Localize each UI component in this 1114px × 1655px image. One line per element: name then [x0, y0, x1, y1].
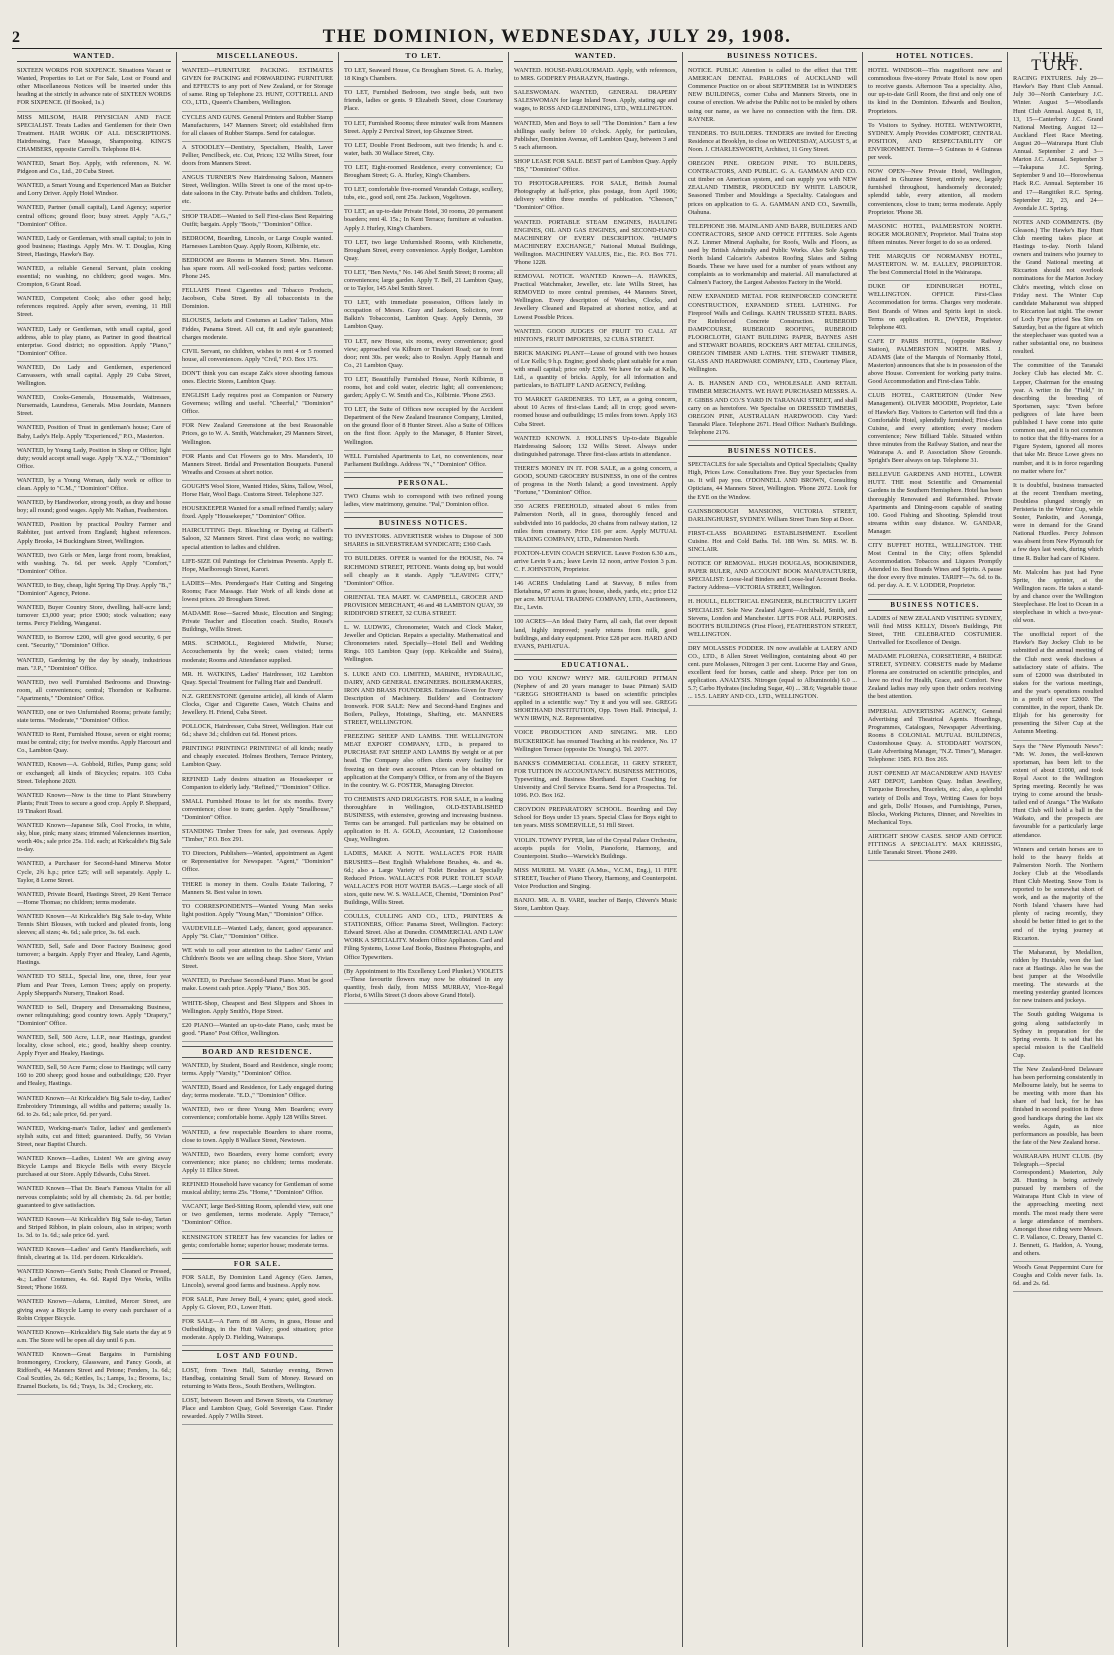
classified-ad: WANTED, by a Young Woman, daily work or office to clean. Apply to "C.M.," "Dominion" Office. [17, 475, 171, 497]
classified-ad: WANTED KNOWN. J. HOLLINS'S Up-to-date Bigeable Hairdressing Saloon; 132 Willis Street. Always under distinguished patronage. Three first-class artists in attendance. [514, 433, 677, 463]
classified-ad: LOST, from Town Hall, Saturday evening, Brown Handbag, containing Small Sum of Money. Reward on returning to Watts Bros., South Brothers, Wellington. [182, 1365, 333, 1395]
classified-ad: WANTED, a Purchaser for Second-hand Minerva Motor Cycle, 2¾ h.p.; price £25; will sell separately. Apply L. Taylor, 8 Lorne Street. [17, 858, 171, 888]
classified-ad: TO CORRESPONDENTS—Wanted Young Man seeks light position. Apply "Young Man," "Dominion" Office. [182, 901, 333, 923]
classified-ad: FOR SALE, Pure Jersey Bull, 4 years; quiet, good stock. Apply G. Glover, P.O., Lower Hutt. [182, 1294, 333, 1316]
classified-ad: WANTED, by Young Lady, Position in Shop or Office; light duty; would accept small wage. Apply "X.Y.Z.," "Dominion" Office. [17, 445, 171, 475]
classified-ad: To Visitors to Sydney. HOTEL WENTWORTH, SYDNEY. Amply Provides COMFORT, CENTRAL POSITION, AND RESPECTABILITY OF ENVIRONMENT. Terms—5 Guineas to 4 Guineas per week. [868, 120, 1002, 166]
classified-ad: ANGUS TURNER'S New Hairdressing Saloon, Manners Street, Wellington. Willis Street is one of the most up-to-date saloons in the City. Private baths and children. Toilets, etc. [182, 172, 333, 210]
classified-ad: TO BUILDERS. OFFER is wanted for the HOUSE, No. 74 RICHMOND STREET, PETONE. Wants doing up, but would sell cheaply as it stands. Apply "LEAVING CITY," "Dominion" Office. [344, 553, 503, 591]
ad-list [688, 65, 857, 705]
section-heading: PERSONAL. [344, 477, 503, 489]
classified-ad: TO LET, an up-to-date Private Hotel, 30 rooms, 20 permanent boarders; rent 4l. 15s.; In Kent Terrace; furniture at valuation. Apply J. Hurley, King's Chambers. [344, 206, 503, 236]
classified-ad: NOW OPEN—New Private Hotel, Wellington, situated in Ghuznee Street, entirely new, largely furnished throughout, handsomely decorated; splendid table, every attention, all modern conveniences, close to tram; terms moderate. Apply Proprietor. 'Phone 38. [868, 166, 1002, 221]
classified-ad: TO LET, Seaward House, Cu Brougham Street. G. A. Hurley, 18 King's Chambers. [344, 65, 503, 87]
classified-ad: WANTED, to Buy, cheap, light Spring Tip Dray. Apply "B.," "Dominion" Agency, Petone. [17, 580, 171, 602]
classified-ad: VIOLIN. TOWNY PYPER, late of the Crystal Palace Orchestra, accepts pupils for Violin, Pianoforte, Harmony, and Counterpoint. Studio—Warwick's Buildings. [514, 835, 677, 865]
classified-ad: N.Z. GREENSTONE (genuine article), all kinds of Alarm Clocks, Cigar and Cigarette Cases, Watch Chains and Jewellery. H. Friend, Cuba Street. [182, 691, 333, 721]
classified-ad: SALESWOMAN. WANTED, GENERAL DRAPERY SALESWOMAN for large Inland Town. Apply, stating age and wages, to ROSS AND GLENDINING, LTD., WELLINGTON. [514, 87, 677, 117]
column-heading: HOTEL NOTICES. [868, 52, 1002, 62]
classified-ad: NOTICE OF REMOVAL. HUGH DOUGLAS, BOOKBINDER, PAPER RULER, AND ACCOUNT BOOK MANUFACTURER, SPECIALIST: Loose-leaf Binders and Loose-leaf Account Books. Factory Address—VICTORIA STREET, Wellington. [688, 558, 857, 596]
classified-ad: TO LET, Beautifully Furnished House, North Kilbirnie, 8 rooms, hot and cold water, electric light; all conveniences; garden; Apply C. W. Smith and Co., Kilbirnie. 'Phone 2563. [344, 374, 503, 404]
ad-list [344, 65, 503, 1004]
classified-ad: GOUGH'S Wool Store, Wanted Hides, Skins, Tallow, Wool, Horse Hair, Wool Bags. Customs Street. Telephone 327. [182, 481, 333, 503]
classified-ad: SHOP LEASE FOR SALE. BEST part of Lambton Quay. Apply "BS," "Dominion" Office. [514, 156, 677, 178]
classified-ad: FIRST-CLASS BOARDING ESTABLISHMENT. Excellent Cuisine. Hot and Cold Baths. Tel. 188 Wm. St. MRS. W. B. SINCLAIR. [688, 528, 857, 558]
column-hotel-notices [863, 52, 1008, 1647]
classified-ad: TO INVESTORS. ADVERTISER wishes to Dispose of 300 SHARES in SILVERSTREAM SYNDICATE; £360 Cash. [344, 531, 503, 553]
classified-ad: WANTED, Lady or Gentleman, with small capital, good address, able to play piano, as Partner in good theatrical enterprise. Good district; no opposition. Apply "Piano," "Dominion" Office. [17, 324, 171, 362]
classified-ad: MISS MILSOM, HAIR PHYSICIAN AND FACE SPECIALIST. Treats Ladies and Gentlemen for their Own Treatment. HAIR WORK OF ALL DESCRIPTIONS. Hairdressing, Face Massage, Shampooing. KING'S CHAMBERS, opposite Carroll's. Telephone 814. [17, 112, 171, 158]
section-heading: BUSINESS NOTICES. [344, 517, 503, 529]
classified-ad: FOR SALE, By Dominion Land Agency (Geo. James, Lincoln), several good farms and business. Apply now. [182, 1272, 333, 1294]
classified-ad: WANTED Known—At Kirkcaldie's Big Sale to-day, White Tennis Shirt Blouses, with tucked and pleated fronts, long sleeves; all sizes; 4s. 6d.; sale price, 3s. 6d. each. [17, 911, 171, 941]
classified-ad: HOTEL WINDSOR—This magnificent new and commodious five-storey Private Hotel is now open to receive guests. Afternoon Tea a speciality. Also, our up-to-date Grill Room, the first and only one of its kind in the Dominion. Edwards and Boulton, Proprietors. [868, 65, 1002, 120]
classified-ad: WANTED, to Purchase Second-hand Piano. Must be good make. Lowest cash price. Apply "Piano," Box 305. [182, 975, 333, 997]
classified-ad: WANTED, to Borrow £200, will give good security, 6 per cent. "Security," "Dominion" Office. [17, 632, 171, 654]
classified-ad: (By Appointment to His Excellency Lord Plunket.) VIOLETS—These favourite flowers may now be obtained in any quantity, fresh daily, from MISS MURRAY, Vice-Regal Florist, 6 Willis Street (3 doors above Grand Hotel). [344, 966, 503, 1004]
classified-ad: TO LET, the Suite of Offices now occupied by the Accident Department of the New Zealand Insurance Company, Limited, on the ground floor of 8 Hunter Street. Also a Suite of Offices on the first floor. Apply to the Manager, 8 Hunter Street, Wellington. [344, 404, 503, 450]
classified-ad: BEDROOM, Boarding, Lincoln, or Large Couple wanted. Harnesses Lambton Quay. Apply Room, Kilbirnie, etc. [182, 233, 333, 255]
classified-ad: WANTED, two or three Young Men Boarders; every convenience; comfortable home. Apply 128 Willis Street. [182, 1104, 333, 1126]
classified-ad: MR. H. WATKINS, Ladies' Hairdresser, 102 Lambton Quay. Special Treatment for Falling Hair and Dandruff. [182, 669, 333, 691]
classified-ad: DON'T think you can escape Zak's stove shooting famous ones. Electric Stores, Lambton Quay. [182, 368, 333, 390]
classified-ad: DO YOU KNOW? WHY? MR. GUILFORD PITMAN (Nephew of and 20 years manager to Isaac Pitman) SAID "GREGG SHORTHAND is based on scientific principles applied in a scientific way." Try it and you will see. GREGG SHORTHAND INSTITUTION, Opp. Town Hall. Principal, J. WYN IRWIN, N.Z. Representative. [514, 673, 677, 728]
ad-list [514, 65, 677, 917]
classified-ad: WANTED, two Boarders, every home comfort; every convenience; nice piano; no children; terms moderate. Apply 11 Ellice Street. [182, 1149, 333, 1179]
classified-ad: £20 PIANO—Wanted an up-to-date Piano, cash; must be good. "Piano" Post Office, Wellington. [182, 1020, 333, 1042]
classified-ad: WANTED, a Smart Young and Experienced Man as Butcher and Lorry Driver. Apply Hotel Windsor. [17, 180, 171, 202]
classified-ad: WANTED to Rent, Furnished House, seven or eight rooms; must be central; city; for twelve months. Apply Harcourt and Co., Lambton Quay. [17, 729, 171, 759]
classified-ad: WANTED, Position of Trust in gentleman's house; Care of Baby, Lady's Help. Apply "Experienced," P.O., Masterton. [17, 422, 171, 444]
classified-ad: TO Directors, Publishers—Wanted, appointment as Agent or Representative for Newspaper. "Agent," "Dominion" Office. [182, 848, 333, 878]
classified-ad: SIXTEEN WORDS FOR SIXPENCE. Situations Vacant or Wanted, Properties to Let or For Sale, Lost or Found and other Miscellaneous Notices will be inserted under this heading at the strictly in advance rate of SIXTEEN WORDS FOR SIXPENCE. (If Booked, 1s.) [17, 65, 171, 111]
classified-ad: BEDROOM are Rooms in Manners Street. Mrs. Hanson has spare room. All well-cooked food; parties welcome. Phone 245. [182, 255, 333, 285]
section-heading: BUSINESS NOTICES. [868, 599, 1002, 611]
classified-ad: WANTED, by Student, Board and Residence, single room; terms. Apply "Varsity," "Dominion" Office. [182, 1060, 333, 1082]
classified-ad: WANTED, Working-man's Tailor, ladies' and gentlemen's stylish suits, cut and fitted; guaranteed. Duffy, 56 Vivian Street, near Baptist Church. [17, 1123, 171, 1153]
classified-ad: TO LET, two large Unfurnished Rooms, with Kitchenette, Brougham Street, every convenience. Apply Bodger, Lambton Quay. [344, 237, 503, 267]
classified-ad: CAFE D' PARIS HOTEL, (opposite Railway Station), PALMERSTON NORTH. MRS. J. ADAMS (late of the Marquis of Normanby Hotel, Masterton) announces that she is in possession of the above House. Convenient for working party trains. Good Accommodation and First-class Table. [868, 336, 1002, 391]
classified-ad: KENSINGTON STREET has few vacancies for ladies or gents; comfortable home; superior house; moderate terms. [182, 1232, 333, 1254]
classified-ad: OREGON PINE. OREGON PINE. TO BUILDERS, CONTRACTORS, AND PUBLIC. G. A. GAMMAN AND CO. cut timber on American system, and can supply you with NEW ZEALAND TIMBER, PRODUCED BY WHITE LABOUR, Seasoned Timber and Mouldings a Speciality. Catalogues and prices on application to G. A. GAMMAN AND CO., Sawmills, Otahuna. [688, 158, 857, 221]
classified-ad: HOUSEKEEPER Wanted for a small refined Family; salary fixed. Apply "Housekeeper," "Dominion" Office. [182, 503, 333, 525]
classified-ad: IMPERIAL ADVERTISING AGENCY, General Advertising and Theatrical Agents. Hoardings, Programmes, Catalogues, Newspaper Advertising. Rooms 8 COLONIAL MUTUAL BUILDINGS, Customhouse Quay. A. STODDART WATSON, (Late Advertising Manager, "N.Z. Times"), Manager. Telephone: 1585. P.O. Box 265. [868, 706, 1002, 769]
classified-ad: The South guiding Waiguma is going along satisfactorily in Sydney in preparation for the Spring events. It is said that his special mission is the Caulfield Cup. [1013, 1009, 1103, 1064]
classified-ad: WANTED Known—Now is the time to Plant Strawberry Plants; Fruit Trees to secure a good crop. Apply P. Sheppard, 19 Tinakori Road. [17, 790, 171, 820]
classified-ad: A STOODLEY—Dentistry, Specialism, Health, Laver Pellier, Pencilbeck, etc. Cut, Prices; 132 Willis Street, four doors from Manners Street. [182, 142, 333, 172]
classified-ad: TO LET, comfortable five-roomed Verandah Cottage, scullery, tubs, etc., good soil, rent 25s. Jackson, Vogeltown. [344, 184, 503, 206]
classified-ad: TWO Chums wish to correspond with two refined young ladies, view matrimony, genuine. "Pal," Dominion office. [344, 491, 503, 513]
classified-ad: WANTED Known—Great Bargains in Furnishing Ironmongery, Crockery, Glassware, and Fancy Goods, at Ridford's, 44 Manners Street and Petone; Fenders, 1s. 6d.; Coal Scuttles, 2s. 6d.; Kettles, 1s.; Lamps, 1s.; Brooms, 1s.; Enamel Buckets, 1s. 6d.; Trays, 1s. 3d.; Crockery, etc. [17, 1349, 171, 1395]
classified-ad: RACING FIXTURES. July 29—Hawke's Bay Hunt Club Annual. July 30—North Canterbury J.C. Winter. August 5—Woodlands Hunt Club Annual. August 8, 11, 13, 15—Canterbury J.C. Grand National Meeting. August 12—Auckland Fleet Race Meeting. August 20—Wairarapa Hunt Club Annual. September 2 and 3—Marton J.C. Annual. September 3—Takapuna J.C. Spring. September 9 and 10—Horowhenua Hack R.C. Annual. September 16 and 17—Rangitikei R.C. Spring. September 22, 23, and 24—Avondale J.C. Spring. [1013, 73, 1103, 217]
classified-ad: WANTED, two well Furnished Bedrooms and Drawing-room, all conveniences; central; Thorndon or Kelburne. "Apartments," "Dominion" Office. [17, 677, 171, 707]
section-heading: LOST AND FOUND. [182, 1350, 333, 1362]
classified-ad: MASONIC HOTEL, PALMERSTON NORTH. ROGER MOLRONEY, Proprietor. Mail Trains stop fifteen minutes. Never forget to do so as ordered. [868, 221, 1002, 251]
classified-ad: WELL Furnished Apartments to Let, no conveniences, near Parliament Buildings. Address "N.," "Dominion" Office. [344, 451, 503, 473]
classified-ad: WANTED, Gardening by the day by steady, industrious man. "J.P.," "Dominion" Office. [17, 655, 171, 677]
section-heading: EDUCATIONAL. [514, 659, 677, 671]
classified-ad: FOR SALE—A Farm of 88 Acres, in grass, House and Outbuildings, in the Hutt Valley; good situation; price moderate. Apply D. Fielding, Wairarapa. [182, 1316, 333, 1346]
classified-ad: VOICE PRODUCTION AND SINGING. MR. LEO BUCKERIDGE has resumed Teaching at his residence, No. 17 Wellington Terrace (opposite Dr. Young's). Tel. 2077. [514, 727, 677, 757]
classified-ad: THERE is money in them. Coulis Estate Tailoring, 7 Manners St. Best value in town. [182, 879, 333, 901]
classified-ad: VACANT, large Bed-Sitting Room, splendid view, suit one or two gentlemen, terms moderate. Apply "Terrace," "Dominion" Office. [182, 1201, 333, 1231]
classified-ad: S. LUKE AND CO. LIMITED, MARINE, HYDRAULIC, DAIRY, AND GENERAL ENGINEERS. BOILERMAKERS, IRON AND BRASS FOUNDERS. Estimates Given for Every Description of Machinery. Builders' and Contractors' Ironwork. FOR SALE: New and Second-hand Engines and Boilers, Pulleys, Hoistings, Shafting, etc. MANNERS STREET, WELLINGTON. [344, 669, 503, 732]
classified-ad: WANTED, by Handiworker, strong youth, as dray and house boy; all round; good wages. Apply Mr. Nathan, Featherston. [17, 497, 171, 519]
column-business-notices [683, 52, 863, 1647]
classified-ad: MRS. SCHMOLL, Registered Midwife, Nurse; Accouchements by the week; cases visited; terms moderate; Rooms and Attendance supplied. [182, 638, 333, 668]
turf-heading: THE TURF. [1031, 52, 1085, 75]
classified-ad: CITY BUFFET HOTEL, WELLINGTON. THE Most Central in the City; offers Splendid Accommodation. Tobaccos and Liquors Promptly Attended to. Best Brands Wines and Spirits. A pause the door every five minutes. TARIFF—7s. 6d. to 8s. 6d. per day. A. E. V. LODDER, Proprietor. [868, 540, 1002, 595]
page-number: 2 [12, 29, 20, 46]
classified-ad: NEW EXPANDED METAL FOR REINFORCED CONCRETE CONSTRUCTION, EXPANDED STEEL LATHING. For Fireproof Walls and Ceilings. KAHN TRUSSED STEEL BARS. For Reinforced Concrete Construction. RUBEROID DAMPCOURSE, RUBEROID ROOFING, RUBEROID FLOORCLOTH, GIANT BUILDING PAPER, BAYNES ASH and STEWART BOARDS, ROCKER'S ART METAL CEILINGS, OREGON TIMBER AND LATHS. THE STEWART TIMBER, GLASS AND HARDWARE COMPANY, LTD., Courtenay Place, Wellington. [688, 291, 857, 378]
classified-ad: 146 ACRES Undulating Land at Stavvay, 8 miles from Eketahuna, 97 acres in grass; house, sheds, yards, etc.; price £12 per acre. MUTUAL TRADING COMPANY, LTD., Auctioneers, Etc., Levin. [514, 578, 677, 616]
column-wanted-2 [509, 52, 683, 1647]
classified-ad: WANTED, one or two Unfurnished Rooms; private family; state terms. "Moderate," "Dominion" Office. [17, 707, 171, 729]
classified-ad: REFINED Lady desires situation as Housekeeper or Companion to elderly lady. "Refined," "Dominion" Office. [182, 774, 333, 796]
classified-ad: The unofficial report of the Hawke's Bay Jockey Club to be submitted at the annual meeting of the Club next week discloses a satisfactory state of affairs. The sum of £2000 was distributed in stakes for the various meetings, and the year's operations resulted in a profit of over £2000. The committee, in the report, thank Dr. Elijah for his generosity for presenting the Silver Cup at the Autumn Meeting. [1013, 629, 1103, 740]
section-heading: BOARD AND RESIDENCE. [182, 1046, 333, 1058]
classified-ad: MISS MURIEL M. VARE (A.Mus., V.C.M., Eng.), 11 FIFE STREET, Teacher of Piano Theory, Harmony, and Counterpoint. Voice Production and Singing. [514, 865, 677, 895]
classified-ad: WANTED, Sell, 500 Acre, L.I.P., near Hastings, grandest locality, close school, etc.; good, healthy sheep country. Apply Fryer and Healey, Hastings. [17, 1032, 171, 1062]
classified-ad: VAUDEVILLE—Wanted Lady, dancer, good appearance. Apply "St. Clair," "Dominion" Office. [182, 923, 333, 945]
classified-ad: WE wish to call your attention to the Ladies' Gents' and Children's Boots we are selling cheap. Shoe Store, Vivian Street. [182, 945, 333, 975]
classified-ad: DRY MOLASSES FODDER. IN now available at LAERY AND CO., LTD., 8 Allen Street Wellington, containing about 40 per cent. pure Molasses, Nitrogen 3 per cent. Lucerne Hay and Grass, excellent feed for horses, cattle and sheep. Price per ton on application. ANALYSIS. Nitrogen (equal to Albuminoids) 6.0 ... 5.7; Carbo Hydrates (including Sugar, 40) ... 38.6; Vegetable tissue ... 15.5. LAERY AND CO., LTD., WELLINGTON. [688, 643, 857, 706]
classified-ad: WANTED, Sell, 50 Acre Farm; close to Hastings; will carry 160 to 200 sheep; good house and outbuildings; £20. Fryer and Healey, Hastings. [17, 1062, 171, 1092]
classified-ad: WANTED. HOUSE-PARLOURMAID. Apply, with references, to MRS. GODFREY PHARAZYN, Hastings. [514, 65, 677, 87]
classified-ad: Winners and certain horses are to hold to the heavy fields at Palmerston North. The Northern Jockey Club at the Woodlands Hunt Club Meeting. Snow Tom is reported to be somewhat short of work, and as the majority of the North Island 'chasers have had plenty of racing recently, they should be better fitted to get to the end of the trying journey at Riccarton. [1013, 844, 1103, 947]
classified-ad: WANTED, Do Lady and Gentlemen, experienced Canvassers, with small capital. Apply 29 Cuba Street, Wellington. [17, 362, 171, 392]
classified-ad: TO LET, Furnished Bedroom, two single beds, suit two friends, ladies or gents. 9 Elizabeth Street, close Courtenay Place. [344, 87, 503, 117]
classified-ad: WANTED, Lady or Gentleman, with small capital; to join in good business; Hastings. Apply Mrs. W. T. Douglas, King Street, Hastings, Hawke's Bay. [17, 233, 171, 263]
column-to-let [339, 52, 509, 1647]
classified-ad: BLOUSES, Jackets and Costumes at Ladies' Tailors, Miss Fiddes, Panama Street. All cut, fit and style guaranteed; charges moderate. [182, 315, 333, 345]
classified-ad: WANTED. GOOD JUDGES OF FRUIT TO CALL AT HINTON'S, FRUIT IMPORTERS, 32 CUBA STREET. [514, 326, 677, 348]
classified-ad: WANTED Known—That Dr. Bear's Famous Vitalin for all nervous complaints; sold by all chemists; 2s. 6d. per bottle; guaranteed to give satisfaction. [17, 1183, 171, 1213]
column-heading: WANTED. [514, 52, 677, 62]
classified-ad: WANTED, Buyer Country Store, dwelling, half-acre land; turnover £3,000 year; price £900; stock valuation; easy terms. Percy Fielding, Wanganui. [17, 602, 171, 632]
classified-ad: WANTED, Partner (small capital), Land Agency; superior central offices; ground floor; busy street. Apply "A.G.," "Dominion" Office. [17, 202, 171, 232]
column-miscellaneous [177, 52, 339, 1647]
classified-ad: NOTICE. PUBLIC Attention is called to the effect that THE AMERICAN DENTAL PARLORS of AUCKLAND will Commence Practice on or about SEPTEMBER 1st in WINDER'S NEW BUILDINGS, corner Cuba and Manners Streets, one in course of erection. We advise the Public not to be misled by others using our name, as we have no connection with the firm. DR. RAYNER. [688, 65, 857, 128]
ad-list [1013, 73, 1103, 1292]
masthead-title: THE DOMINION, WEDNESDAY, JULY 29, 1908. [322, 26, 792, 47]
classified-ad: REMOVAL NOTICE. WANTED Known—A. HAWKES, Practical Watchmaker, Jeweller, etc. late Willis Street, has REMOVED to more central premises, 44 Manners Street, Wellington. Every description of Watches, Clocks, and Jewellery Cleaned and Repaired at shortest notice, and at Lowest Possible Prices. [514, 271, 677, 326]
classified-ad: WANTED, Sell, Safe and Door Factory Business; good turnover; a bargain. Apply Fryer and Healey, Land Agents, Hastings. [17, 941, 171, 971]
classified-ad: WANTED Known—Ladies' and Gent's Handkerchiefs, soft finish, clearing at 1s. 11d. per dozen. Kirkcaldie's. [17, 1244, 171, 1266]
classified-ad: WANTED TO SELL, Special line, one, three, four year Plum and Pear Trees, Lemon Trees; apply on property. Apply Sheppard's Nursery, Tinakori Road. [17, 971, 171, 1001]
classified-ad: LIFE-SIZE Oil Paintings for Christmas Presents. Apply E. Hope, Marlborough Street, Karori. [182, 556, 333, 578]
classified-ad: LADIES—Mrs. Prendergast's Hair Cutting and Singeing Rooms; Face Massage. Hair Work of all kinds done at lowest prices. 20 Brougham Street. [182, 578, 333, 608]
classified-ad: REFINED Household have vacancy for Gentleman of some musical ability; terms 25s. "Home," "Dominion" Office. [182, 1179, 333, 1201]
column-heading: TO LET. [344, 52, 503, 62]
classified-ad: WANTED, Board and Residence, for Lady engaged during day; terms moderate. "E.D.," "Dominion" Office. [182, 1082, 333, 1104]
classified-ad: TO CHEMISTS AND DRUGGISTS. FOR SALE, in a leading thoroughfare in Wellington, OLD-ESTABLISHED BUSINESS, with extensive, growing and increasing business. Terms can be arranged. Full particulars may be obtained on application to H. A. GOLD, Accountant, 12 Customhouse Quay, Wellington. [344, 794, 503, 849]
classified-ad: WANTED Known—Gent's Suits; Fresh Cleaned or Pressed, 4s.; Ladies' Costumes, 4s. 6d. Rapid Dye Works, Willis Street; 'Phone 1669. [17, 1266, 171, 1296]
classified-ad: WAIRARAPA HUNT CLUB. (By Telegraph.—Special Correspondent.) Masterton, July 28. Hunting is being actively pursued by members of the Wairarapa Hunt Club in view of the approaching meeting next month. The most ready there were a large attendance of members. Amongst those riding were Messrs. C. P. Vallance, C. Dreary, Daniel C. J. Bennett, G. Haddon, A. Young, and others. [1013, 1151, 1103, 1262]
classified-ad: WANTED, a reliable General Servant, plain cooking essential; no washing, no children; good wages. Mrs. Crompton, 6 Grant Road. [17, 263, 171, 293]
classified-ad: GAINSBOROUGH MANSIONS, VICTORIA STREET, DARLINGHURST, SYDNEY. William Street Tram Stop at Door. [688, 506, 857, 528]
classified-ad: WANTED Known—Japanese Silk, Cool Frocks, in white, sky, blue, pink; many sizes; trimmed Valenciennes insertion, worth 40s.; sale price 25s. 11d. each; at Kirkcaldie's Big Sale to-day. [17, 820, 171, 858]
classified-ad: 100 ACRES—An Ideal Dairy Farm, all cash, flat over deposit land, highly improved; yearly returns from milk, good buildings, and dairy equipment. Price £28 per acre. HARD AND EVANS, PAHIATUA. [514, 616, 677, 654]
classified-ad: LOST, between Bowen and Bowen Streets, via Courtenay Place and Lambton Quay, Gold Sovereign Case. Finder rewarded. Apply 7 Willis Street. [182, 1395, 333, 1425]
classified-ad: DUKE OF EDINBURGH HOTEL, WELLINGTON. OFFICE First-Class Accommodation for terms. Charges very moderate. Best Brands of Wines and Spirits kept in stock. Terms on application. R. DWYER, Proprietor. Telephone 403. [868, 281, 1002, 336]
classified-ad: FELLAHS Finest Cigarettes and Tobacco Products, Jacobson, Cuba Street. By all tobacconists in the Dominion. [182, 285, 333, 315]
classified-ad: THERE'S MONEY IN IT. FOR SALE, as a going concern, a GOOD, SOUND GROCERY BUSINESS, in one of the centres of progress in the North Island; a good investment. Apply "Fortune," "Dominion" Office. [514, 463, 677, 501]
classified-ad: TO MARKET GARDENERS. TO LET, as a going concern, about 10 Acres of first-class Land; all in crop; good seven-roomed house and outbuildings; 15 miles from town. Apply 163 Cuba Street. [514, 394, 677, 432]
classified-ad: WANTED, Men and Boys to sell "The Dominion." Earn a few shillings easily before 10 o'clock. Apply, for particulars, Publisher, Dominion Avenue, off Lambton Quay, between 3 and 5 each afternoon. [514, 118, 677, 156]
classified-ad: LADIES of NEW ZEALAND VISITING SYDNEY, Will find MISS KELLY, Dixon's Buildings, Pitt Street, THE CELEBRATED COSTUMIER. Unrivalled for Excellence of Design. [868, 613, 1002, 651]
classified-ad: 350 ACRES FREEHOLD, situated about 6 miles from Palmerston North, all in grass, thoroughly fenced and subdivided into 16 paddocks, 20 chains from railway station, 12 miles from creamery. Price £16 per acre. Apply MUTUAL TRADING COMPANY, LTD., Palmerston North. [514, 501, 677, 547]
classified-ad: A. B. HANSEN AND CO., WHOLESALE AND RETAIL TIMBER MERCHANTS. WE HAVE PURCHASED MESSRS. A. F. GIBBS AND CO.'S YARD IN TARANAKI STREET, and shall carry on as heretofore. We Specialise on DRESSED TIMBERS, OREGON PINE, AUSTRALIAN HARDWOOD. City Yard: Taranaki Place. Telephone 2671. Head Office: Nathan's Buildings. Telephone 2176. [688, 378, 857, 441]
classified-ad: FOR New Zealand Greenstone at the best Reasonable Prices, go to W. A. Smith, Watchmaker, 29 Manners Street, Wellington. [182, 420, 333, 450]
columns-container [12, 52, 1108, 1647]
classified-ad: WANTED, Known—A. Gobbold, Rifles, Pump guns; sold or exchanged; all kinds of Bicycles; repairs. 103 Cuba Street. Telephone 2020. [17, 759, 171, 789]
classified-ad: WANTED to Sell, Drapery and Dressmaking Business, owner relinquishing; good country town. Apply "Drapery," "Dominion" Office. [17, 1002, 171, 1032]
classified-ad: L. W. LUDWIG, Chronometer, Watch and Clock Maker, Jeweller and Optician. Repairs a speciality. Mathematical and Chronometers rated. Specially—Hotel Bell and Wedding Rings. 103 Lambton Quay (opp. Kirkcaldie and Stains), Wellington. [344, 622, 503, 668]
classified-ad: WANTED, Competent Cook; also other good help; references required. Apply after seven, evening, 11 Hill Street. [17, 293, 171, 323]
classified-ad: BELLEVUE GARDENS AND HOTEL, LOWER HUTT. THE most Scientific and Ornamental Gardens in the Southern Hemisphere. Hotel has been thoroughly Renovated and Refurnished. Private Apartments and Dining-room capable of seating 100. Good Fishing and Shooting. Splendid trout streams within easy distance. W. GANDAR, Manager. [868, 469, 1002, 540]
classified-ad: The committee of the Taranaki Jockey Club has elected Mr. C. Lepper, Chairman for the ensuing year. A writer in the "Field," in describing the breeding of Sportsmen, says: "Even before pedigrees of late have been published I have come into quite common use, and it is not common to notice that the fifty-mares for a Figure System, ignored all mores that take Mr. Bruce Lowe gives no number, and it is in force regarding no matter where for." [1013, 360, 1103, 479]
classified-ad: The Maharanui, by Medallion, ridden by Huxtable, won the last race at Hastings. Also he was the best jumper at the Woodville meeting. The stewards at the meeting yesterday granted licences for new trainers and jockeys. [1013, 947, 1103, 1010]
classified-ad: JUST OPENED AT MACANDREW AND HAYES' ART DEPOT, Lambton Quay. Indian Jewellery, Turquoise Brooches, Bracelets, etc.; also, a splendid variety of Dolls and Toys, Writing Cases for boys and girls, Dolls' Houses, and Furnishings, Purses, Blocks, Working Pictures, Dinner, and Novelties in Mechanical Toys. [868, 768, 1002, 831]
classified-ad: CROYDON PREPARATORY SCHOOL. Boarding and Day School for Boys under 13 years. Special Class for Boys eight to ten years. MISS SOMERVILLE, 51 Hill Street. [514, 804, 677, 834]
classified-ad: ENGLISH Lady requires post as Companion or Nursery Governess; willing and useful. "Cheerful," "Dominion" Office. [182, 390, 333, 420]
classified-ad: Wood's Great Peppermint Cure for Coughs and Colds never fails. 1s. 6d. and 2s. 6d. [1013, 1262, 1103, 1292]
classified-ad: WANTED Known—At Kirkcaldie's Big Sale to-day, Tartan and Striped Ribbon, in plain colours, also in stripes; worth 1s. 3d. to 1s. 6d.; sale price 6d. yard. [17, 1214, 171, 1244]
classified-ad: BANKS'S COMMERCIAL COLLEGE, 11 GREY STREET, FOR TUITION IN ACCOUNTANCY. BUSINESS METHODS, Typewriting, and Business Shorthand. Expert Coaching for University and Civil Service Exams. Send for a Prospectus. Tel. 1096. P.O. Box 162. [514, 758, 677, 804]
classified-ad: MADAME FLORENA, CORSETIERE, 4 BRIDGE STREET, SYDNEY. CORSETS made by Madame Florena are constructed on scientific principles, and have no rival for Health, Grace, and Comfort. New Zealand ladies may rely upon their orders receiving the best attention. [868, 651, 1002, 706]
classified-ad: CIVIL Servant, no children, wishes to rent 4 or 5 roomed house, all conveniences. Apply "Civil," P.O. Box 175. [182, 346, 333, 368]
classified-ad: SPECTACLES for sale Specialists and Optical Specialists; Quality High, Prices Low. Consultations Free. Buy your Spectacles from us. It will pay you. O'DONNELL AND BROWN, Consulting Opticians, 44 Manners Street, Wellington. 'Phone 2072. Look for the EYE on the Window. [688, 459, 857, 505]
classified-ad: WANTED Known—Adams, Limited, Mercer Street, are giving away a Bicycle Lamp to every cash purchaser of a Robin Cripper Bicycle. [17, 1296, 171, 1326]
classified-ad: TO LET, Double Front Bedroom, suit two friends; h. and c. water, bath. 30 Wallace Street, City. [344, 140, 503, 162]
classified-ad: LADIES, MAKE A NOTE. WALLACE'S FOR HAIR BRUSHES—Best English Whalebone Brushes, 4s. and 4s. 6d.; also a Large Variety of Toilet Brushes at Specially Reduced Prices. WALLACE'S FOR PURE TOILET SOAP. WALLACE'S FOR HOT WATER BAGS.—Large stock of all sizes, quite new. W. S. WALLACE, Chemist, "Dominion Post" Buildings, Willis Street. [344, 848, 503, 911]
classified-ad: TELEPHONE 398. MAINLAND AND BARR, BUILDERS AND CONTRACTORS, SHOP AND OFFICE FITTERS. Sole Agents N.Z. Linmer Mineral Asphalte, for Roofs, Walls and Floors, as used by British Admiralty and Public Works. Also Sole Agents North Island Calcario's Asbestos Roofing Slates and Siding Boards. These we have used for a number of years without any complaints as to workmanship and material. All manufactured at Calmen's Factory, the Largest Asbestos Factory in the World. [688, 221, 857, 292]
classified-ad: TO LET, new House, six rooms, every convenience; good view; approached via Kilburn or Tinakori Road; car to front door; rent 30s. per week; also to Roslyn. Apply Hannah and Co., 21 Lambton Quay. [344, 336, 503, 374]
classified-ad: FOR Plants and Cut Flowers go to Mrs. Marsden's, 10 Manners Street. Bridal and Presentation Bouquets. Funeral Wreaths and Crosses at short notice. [182, 451, 333, 481]
classified-ad: FOXTON-LEVIN COACH SERVICE. Leave Foxton 6.30 a.m., arrive Levin 9 a.m.; leave Levin 12 noon, arrive Foxton 3 p.m. C. F. JOHNSTON, Proprietor. [514, 548, 677, 578]
classified-ad: WANTED, Position by practical Poultry Farmer and Rabbiter, just arrived from England; highest references. Apply Brooks, 14 Buckingham Street, Wellington. [17, 519, 171, 549]
classified-ad: TO LET, "Ben Nevis," No. 146 Abel Smith Street; 8 rooms; all conveniences; large garden. Apply T. Bell, 21 Lambton Quay, or to Taylor, 145 Abel Smith Street. [344, 267, 503, 297]
masthead [12, 26, 1102, 49]
classified-ad: TENDERS. TO BUILDERS. TENDERS are invited for Erecting Residence at Brooklyn, to close on WEDNESDAY, AUGUST 5, at Noon. J. CHARLESWORTH, Architect, 11 Grey Street. [688, 128, 857, 158]
classified-ad: The New Zealand-bred Delaware has been performing consistently in Melbourne lately, but he seems to be meeting with more than his share of bad luck, for he has finished in second position in three good handicaps during the last six weeks. Again, as nice performances as possible, has been the fate of the New Zealand horse. [1013, 1064, 1103, 1151]
classified-ad: PRINTING! PRINTING! PRINTING! of all kinds; neatly and cheaply executed. Holmes Brothers, Terrace Printery, Lambton Quay. [182, 743, 333, 773]
classified-ad: WANTED—FURNITURE PACKING. ESTIMATES GIVEN for PACKING and FORWARDING FURNITURE and EFFECTS to any port of New Zealand, or for Storage of same. Ring up Telephone 23. HUNT, COTTRELL AND CO., LTD., Queen's Chambers, Wellington. [182, 65, 333, 111]
classified-ad: SMALL Furnished House to let for six months. Every convenience; close to tram; garden. Apply "Smallhouse," "Dominion" Office. [182, 796, 333, 826]
classified-ad: WANTED, Private Board, Hastings Street, 29 Kent Terrace—Home Thomas; no children; terms moderate. [17, 889, 171, 911]
classified-ad: WANTED, a few respectable Boarders to share rooms, close to town. Apply 8 Wallace Street, Newtown. [182, 1127, 333, 1149]
classified-ad: BANJO. MR. A. B. VARE, teacher of Banjo, Chivers's Music Store, Lambton Quay. [514, 895, 677, 917]
column-wanted [12, 52, 177, 1647]
classified-ad: It is doubtful, business transacted at the recent Trentham meeting, Doubtless plunged strongly on Peristeria in the Winter Cup, while Souter, Pankstin, and Aoranga, were in demand for the Grand National Hurdles. Percy Johnson was absent from New Plymouth for a few days last week, during which time R. Bulter had care of Kistere. [1013, 480, 1103, 567]
column-the-turf [1008, 52, 1108, 1647]
classified-ad: THE MARQUIS OF NORMANBY HOTEL, MASTERTON. W. M. EALLEY, PROPRIETOR. The best Commercial Hotel in the Wairarapa. [868, 251, 1002, 281]
classified-ad: ORIENTAL TEA MART. W. CAMPBELL, GROCER AND PROVISION MERCHANT, 46 and 48 LAMBTON QUAY, 39 RIDDIFORD STREET, 32 CUBA STREET. [344, 592, 503, 622]
classified-ad: WANTED. PORTABLE STEAM ENGINES, HAULING ENGINES, OIL AND GAS ENGINES, and SECOND-HAND MACHINERY OF EVERY DESCRIPTION. "HUMP'S MACHINERY EXCHANGE," National Mutual Buildings, Wellington. MACHINERY VALUES, Etc., Etc. P.O. Box 771. 'Phone 1228. [514, 217, 677, 272]
classified-ad: HAIRCUTTING Dept. Bleaching or Dyeing at Gilbert's Saloon, 32 Manners Street. First class work; no waiting; special attention to ladies and children. [182, 525, 333, 555]
ad-list [17, 65, 171, 1395]
classified-ad: TO PHOTOGRAPHERS. FOR SALE, British Journal Photography at half-price, plus postage, from April 1906; delivery within three months of publication. "Cheeson," "Dominion" Office. [514, 178, 677, 216]
ad-list [868, 65, 1002, 861]
classified-ad: CLUB HOTEL, CARTERTON (Under New Management). OLIVER MOODIE, Proprietor, Late of Hawke's Bay. Visitors to Carterton will find this a Comfortable Hotel, splendidly furnished; First-class Cuisine, and every attention; every modern convenience; New Billiard Table. Situated within three minutes from the Railway Station, and near the Wairarapa A. and P. Association Show Grounds. Spright's Beer always on tap. Telephone 31. [868, 390, 1002, 469]
column-heading: BUSINESS NOTICES. [688, 52, 857, 62]
classified-ad: AIRTIGHT SHOW CASES. SHOP AND OFFICE FITTINGS A SPECIALITY. MAX KREISSIG, Little Taranaki Street. 'Phone 2499. [868, 831, 1002, 861]
classified-ad: TO LET, Furnished Rooms; three minutes' walk from Manners Street. Apply 2 Percival Street, top Ghuznee Street. [344, 118, 503, 140]
classified-ad: SHOP TRADE—Wanted to Sell First-class Best Repairing Outfit; bargain. Apply "Boots," "Dominion" Office. [182, 211, 333, 233]
classified-ad: BRICK MAKING PLANT—Lease of ground with two houses of Lor Kells; 9 h.p. Engine; good sheds; plant suitable for a man with small capital; price only £350. We have for sale at Kells, Ltd., a quantity of bricks. Apply, for all information and particulars, to BATLIFF LAND AGENCY, Feilding. [514, 348, 677, 394]
classified-ad: WANTED, Cooks-Generals, Housemaids, Waitresses, Nursemaids, Laundress, Generals. Miss Jourdain, Manners Street. [17, 392, 171, 422]
classified-ad: WHITE-Shop, Cheapest and Best Slippers and Shoes in Wellington. Apply Smith's, Hope Street. [182, 998, 333, 1020]
classified-ad: NOTES AND COMMENTS. (By Gleason.) The Hawke's Bay Hunt Club meeting takes place at Hastings to-day. North Island owners and trainers who journey to the Grand National meeting at Riccarton should not overlook nominations for the Marton Jockey Club's meeting, which close on Friday next. The Winter Cup candidate Maharanui was shipped to Riccarton last night. The owner of Loch Fyne priced Sea Sim on Saturday, but as the figure at which the steeplechaser was quoted was a rather substantial one, no business resulted. [1013, 217, 1103, 361]
classified-ad: H. HOULL, ELECTRICAL ENGINEER, BLECTRICITY LIGHT SPECIALIST. Sole New Zealand Agent—Archibald, Smith, and Stevens, London and Manchester. LIFTS FOR ALL PURPOSES. BOOTH'S BUILDINGS (First Floor), FEATHERSTON STREET, WELLINGTON. [688, 596, 857, 642]
classified-ad: MADAME Rose—Sacred Music, Elocution and Singing; Private Teacher and Elocution coach. Studio, Rouse's Buildings, Willis Street. [182, 608, 333, 638]
column-heading: WANTED. [17, 52, 171, 62]
classified-ad: TO LET, with immediate possession, Offices lately in occupation of Messrs. Gray and Jackson, Solicitors, over Balkin's Tobacconist, Lambton Quay. Apply Dennis, 39 Lambton Quay. [344, 297, 503, 335]
classified-ad: Mr. Malcolm has just had Fyne Sprite, the sprinter, at the Wellington races. He takes a stand-by and chance over the Wellington Steeplechase. He lost to Ocean in a steeplechase in which a two-year-old won. [1013, 567, 1103, 630]
classified-ad: COULLS, CULLING AND CO., LTD., PRINTERS & STATIONERS, Office: Panama Street, Wellington. Factory: Edward Street. Also at Dunedin. COMMERCIAL AND LAW WORK A SPECIALITY. Modern Office Appliances. Card and Filing Systems, Loose Leaf Books, Business Photographs, and Office Typewriters. [344, 911, 503, 966]
section-heading: BUSINESS NOTICES. [688, 445, 857, 457]
classified-ad: CYCLES AND GUNS. General Printers and Rubber Stamp Manufacturers, 147 Manners Street; old established firm for all classes of Rubber Stamps. Send for catalogue. [182, 112, 333, 142]
ad-list [182, 65, 333, 1425]
classified-ad: FREEZING SHEEP AND LAMBS. THE WELLINGTON MEAT EXPORT COMPANY, LTD., is prepared to PURCHASE FAT SHEEP AND LAMBS By weight or at per head. The Company also offers clients every facility for freezing on their own account. Prices can be obtained on application at the Company's Office, or from any of the Buyers in the country. W. G. FOSTER, Managing Director. [344, 731, 503, 794]
classified-ad: TO LET, Eight-roomed Residence, every convenience; Cu Brougham Street; G. A. Hurley, King's Chambers. [344, 162, 503, 184]
classified-ad: POLLOCK, Hairdresser, Cuba Street, Wellington. Hair cut 6d.; shave 3d.; children cut 6d. Honest prices. [182, 721, 333, 743]
classified-ad: WANTED Known—At Kirkcaldie's Big Sale to-day, Ladies' Embroidery Trimmings, all widths and patterns; usually 1s. 6d. to 2s. 6d.; sale price, 6d. per yard. [17, 1093, 171, 1123]
classified-ad: STANDING Timber Trees for sale, just overseas. Apply "Timber," P.O. Box 291. [182, 826, 333, 848]
classified-ad: WANTED Known—Kirkcaldie's Big Sale starts the day at 9 a.m. The Store will be open all day until 6 p.m. [17, 1327, 171, 1349]
column-heading: MISCELLANEOUS. [182, 52, 333, 62]
section-heading: FOR SALE. [182, 1258, 333, 1270]
classified-ad: WANTED, two Girls or Men, large front room, breakfast, with washing. 7s. 6d. per week. Apply "Comfort," "Dominion" Office. [17, 550, 171, 580]
classified-ad: WANTED, Smart Boy. Apply, with references, N. W. Pidgeon and Co., Ltd., 20 Cuba Street. [17, 158, 171, 180]
classified-ad: WANTED Known—Ladies, Listen! We are giving away Bicycle Lamps and Bicycle Bells with every Bicycle purchased at our Store. Apply Edwards, Cuba Street. [17, 1153, 171, 1183]
classified-ad: Says the "New Plymouth News": "Mr. W. Jones, the well-known sportsman, has been left to the extent of about £1000, and took Royal Ascot to the Wellington Spring meeting. Recently he was trying to come around the brush-tailed end of Aranga." The Waikato Hunt Club will hold a ball in the Waikato, and the prospects are favourable for a particularly large attendance. [1013, 741, 1103, 844]
